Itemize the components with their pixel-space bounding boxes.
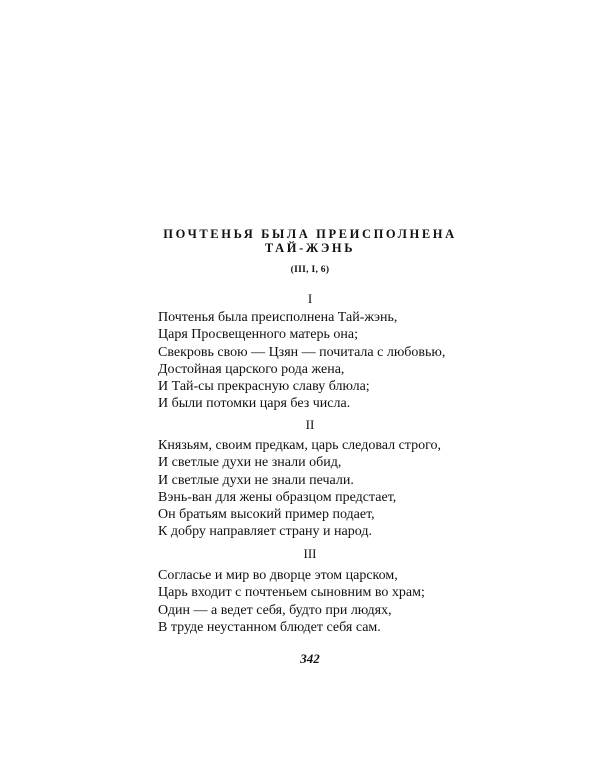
stanza-1 xyxy=(158,309,445,413)
stanza-2 xyxy=(158,437,441,541)
stanza-line: И были потомки царя без числа. xyxy=(158,396,351,412)
stanza-line: Почтенья была преисполнена Тай-жэнь, xyxy=(158,310,398,325)
stanza-line: Он братьям высокий пример подает, xyxy=(158,507,375,523)
poem-reference: (III, I, 6) xyxy=(290,265,330,275)
stanza-line: В труде неустанном блюдет себя сам. xyxy=(158,619,381,635)
stanza-line: Вэнь-ван для жены образцом предстает, xyxy=(158,489,397,505)
poem-title-line-2: ТАЙ-ЖЭНЬ xyxy=(264,241,356,255)
stanza-line: Князьям, своим предкам, царь следовал строго, xyxy=(158,438,441,453)
poem-title-line-1: ПОЧТЕНЬЯ БЫЛА ПРЕИСПОЛНЕНА xyxy=(163,227,457,241)
stanza-line: К добру направляет страну и народ. xyxy=(158,524,372,540)
stanza-line: Свекровь свою — Цзян — почитала с любовью, xyxy=(158,344,446,360)
stanza-line: И светлые духи не знали печали. xyxy=(158,472,354,488)
stanza-line: Царь входит с почтеньем сыновним во храм; xyxy=(158,585,425,601)
stanza-number-1: I xyxy=(307,291,313,306)
stanza-3 xyxy=(158,567,425,636)
stanza-line: И светлые духи не знали обид, xyxy=(158,455,342,471)
stanza-line: Царя Просвещенного матерь она; xyxy=(158,327,358,343)
stanza-line: Согласье и мир во дворце этом царском, xyxy=(158,568,398,583)
page-number: 342 xyxy=(300,651,320,666)
stanza-line: И Тай-сы прекрасную славу блюла; xyxy=(158,379,370,395)
stanza-line: Достойная царского рода жена, xyxy=(158,361,345,377)
stanza-number-2: II xyxy=(305,417,315,432)
stanza-line: Один — а ведет себя, будто при людях, xyxy=(158,602,392,618)
stanza-number-3: III xyxy=(303,546,317,561)
